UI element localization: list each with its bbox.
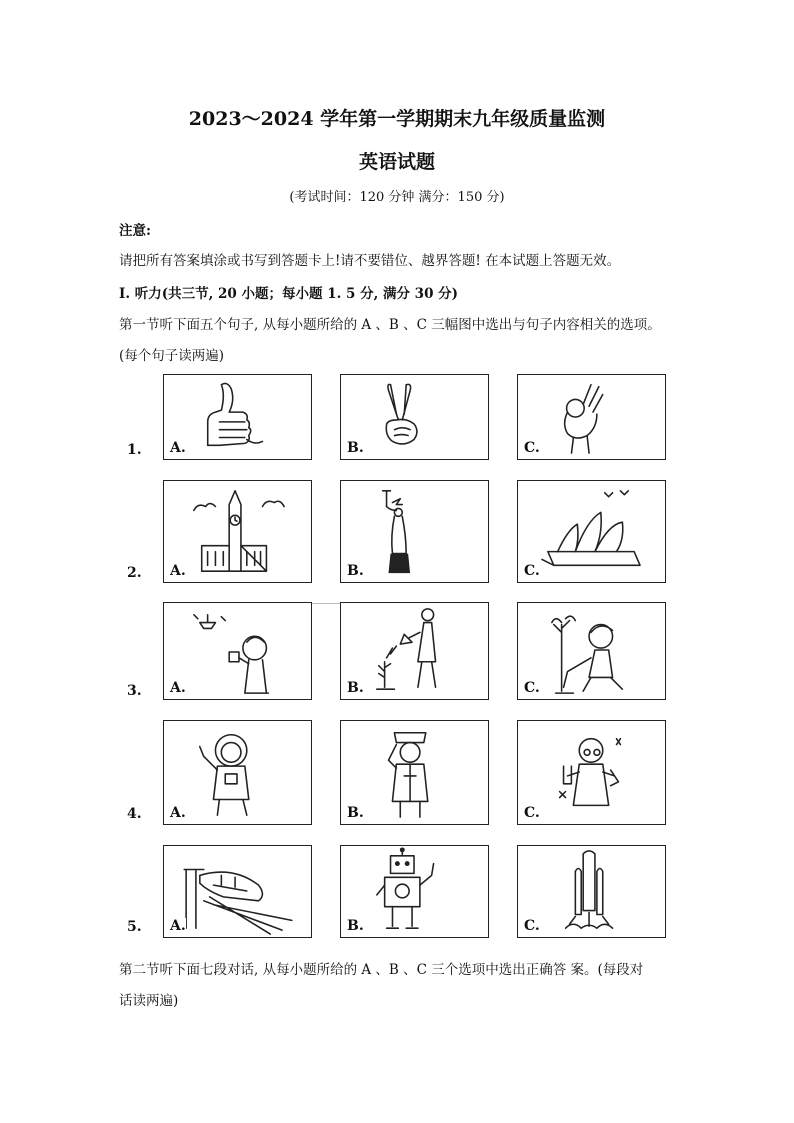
option-label: B.: [347, 680, 364, 696]
space-shuttle-icon: [518, 846, 665, 937]
planting-tree-icon: [518, 603, 665, 699]
option-label: A.: [170, 680, 186, 696]
option-box[interactable]: [163, 602, 312, 700]
option-box[interactable]: [517, 602, 666, 700]
option-box[interactable]: [163, 480, 312, 583]
option-box[interactable]: [340, 845, 489, 938]
astronaut-icon: [164, 721, 311, 824]
high-speed-train-icon: [164, 846, 311, 937]
question-number: 3.: [127, 683, 142, 699]
option-label: B.: [347, 805, 364, 821]
option-label: C.: [524, 805, 540, 821]
question-number: 1.: [127, 442, 142, 458]
ok-hand-icon: [518, 375, 665, 459]
option-label: B.: [347, 563, 364, 579]
option-box[interactable]: [517, 374, 666, 460]
page-subtitle: 英语试题: [358, 151, 435, 173]
option-label: C.: [524, 680, 540, 696]
part2-instruction: 第二节听下面七段对话, 从每小题所给的 A 、B 、C 三个选项中选出正确答 案。(每段对: [119, 962, 644, 978]
option-box[interactable]: [517, 720, 666, 825]
option-box[interactable]: [340, 374, 489, 460]
option-label: A.: [170, 563, 186, 579]
turn-off-light-icon: [164, 603, 311, 699]
question-number: 5.: [127, 919, 142, 935]
scientist-icon: [518, 721, 665, 824]
option-box[interactable]: [340, 480, 489, 583]
option-label: C.: [524, 918, 540, 934]
option-label: C.: [524, 563, 540, 579]
option-box[interactable]: [517, 480, 666, 583]
option-label: A.: [170, 805, 186, 821]
sydney-opera-house-icon: [518, 481, 665, 582]
thumbs-up-icon: [164, 375, 311, 459]
question-number: 4.: [127, 806, 142, 822]
part1-instruction: 第一节听下面五个句子, 从每小题所给的 A 、B 、C 三幅图中选出与句子内容相关的选项。: [119, 317, 661, 333]
part1-instruction-note: (每个句子读两遍): [119, 348, 225, 364]
option-label: B.: [347, 918, 364, 934]
option-label: A.: [170, 440, 186, 456]
section-heading: I. 听力(共三节, 20 小题；每小题 1. 5 分, 满分 30 分): [119, 286, 459, 302]
exam-info: (考试时间：120 分钟 满分：150 分): [289, 190, 505, 205]
page-title: 2023～2024 学年第一学期期末九年级质量监测: [188, 108, 606, 130]
option-box[interactable]: [163, 720, 312, 825]
option-box[interactable]: [163, 845, 312, 938]
option-box[interactable]: [517, 845, 666, 938]
notice-text: 请把所有答案填涂或书写到答题卡上!请不要错位、越界答题! 在本试题上答题无效。: [119, 253, 621, 269]
option-box[interactable]: [163, 374, 312, 460]
option-label: C.: [524, 440, 540, 456]
question-number: 2.: [127, 565, 142, 581]
option-label: A.: [170, 918, 186, 934]
notice-label: 注意:: [119, 223, 151, 239]
option-box[interactable]: [340, 602, 489, 700]
big-ben-icon: [164, 481, 311, 582]
part2-instruction-note: 话读两遍): [119, 993, 179, 1009]
option-box[interactable]: [340, 720, 489, 825]
option-label: B.: [347, 440, 364, 456]
